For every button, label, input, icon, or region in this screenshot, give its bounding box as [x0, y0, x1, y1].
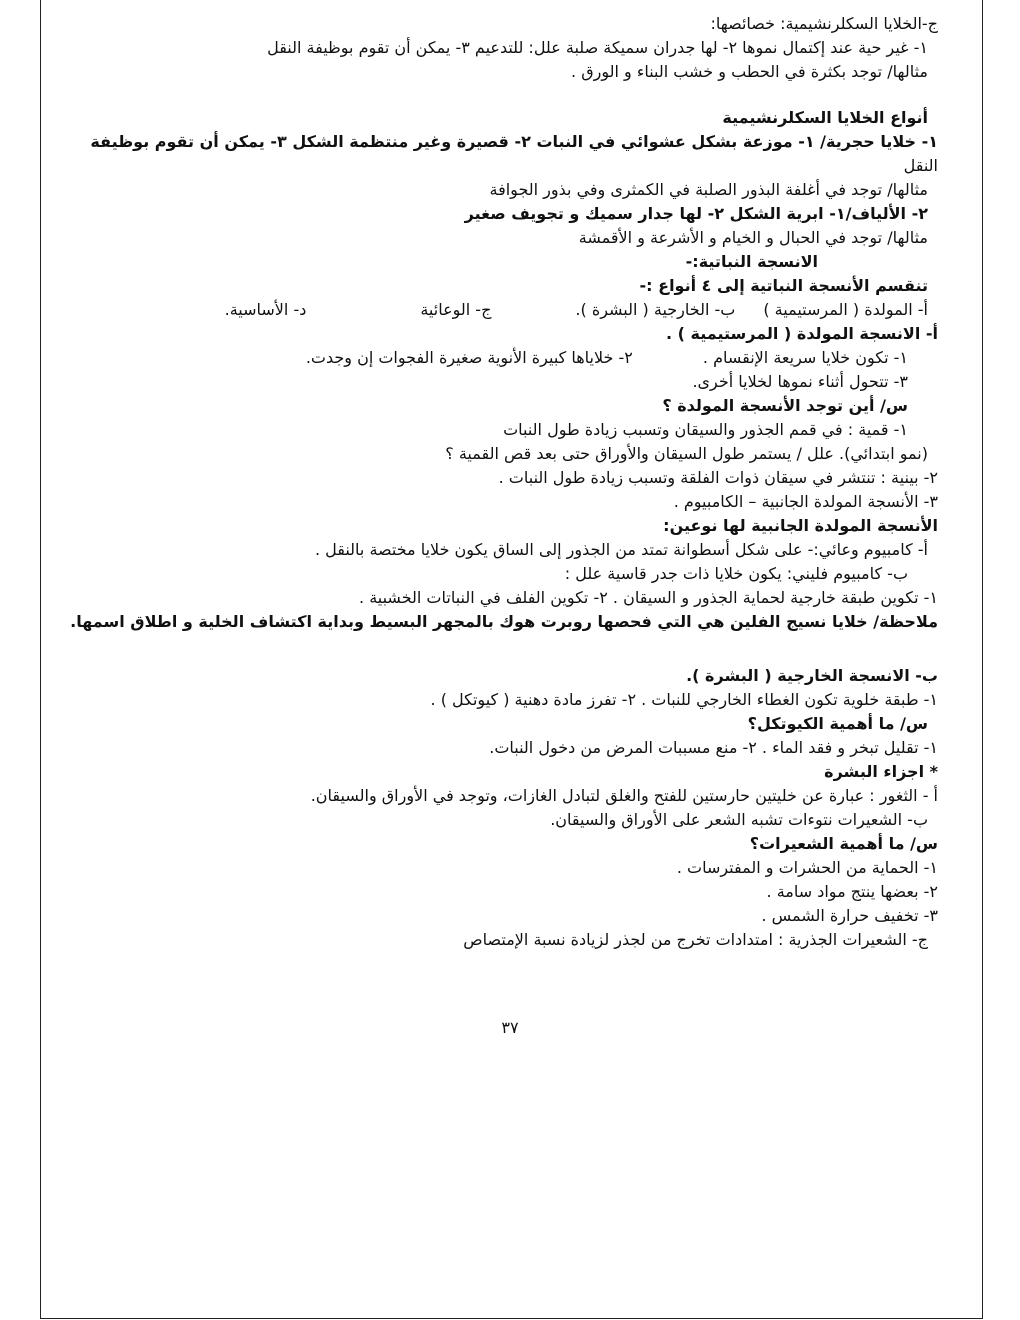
heading-plant-tissues: الانسجة النباتية:- [685, 252, 818, 271]
text-line: ٣- الأنسجة المولدة الجانبية – الكامبيوم . [673, 492, 938, 511]
heading-sclerenchyma-traits: ج-الخلايا السكلرنشيمية: خصائصها: [710, 14, 938, 33]
text-line: النقل [903, 156, 938, 175]
text-line: ٢- بعضها ينتج مواد سامة . [766, 882, 938, 901]
heading-lateral-meristem: الأنسجة المولدة الجانبية لها نوعين: [663, 516, 938, 535]
text-line: ١- خلايا حجرية/ ١- موزعة بشكل عشوائي في النبات ٢- قصيرة وغير منتظمة الشكل ٣- يمكن أن تقوم بوظيفة [90, 132, 938, 151]
text-line: ١- طبقة خلوية تكون الغطاء الخارجي للنبات . ٢- تفرز مادة دهنية ( كيوتكل ) . [430, 690, 938, 709]
text-line: ب- كامبيوم فليني: يكون خلايا ذات جدر قاسية علل : [564, 564, 908, 583]
text-line: ١- الحماية من الحشرات و المفترسات . [676, 858, 938, 877]
text-line: مثالها/ توجد في أغلفة البذور الصلبة في الكمثرى وفي بذور الجوافة [489, 180, 928, 199]
question-meristem-location: س/ أين توجد الأنسجة المولدة ؟ [662, 396, 908, 415]
question-hairs: س/ ما أهمية الشعيرات؟ [749, 834, 938, 853]
tissue-type: ج- الوعائية [420, 300, 492, 319]
text-line: أ- كامبيوم وعائي:- على شكل أسطوانة تمتد من الجذور إلى الساق يكون خلايا مختصة بالنقل . [314, 540, 928, 559]
text-item: ٢- خلاياها كبيرة الأنوية صغيرة الفجوات إن وجدت. [305, 348, 633, 367]
text-line: مثالها/ توجد في الحبال و الخيام و الأشرعة و الأقمشة [578, 228, 928, 247]
tissue-type: ب- الخارجية ( البشرة ). [575, 300, 736, 319]
text-line: ٣- تخفيف حرارة الشمس . [761, 906, 938, 925]
text-line: ب- الشعيرات نتوءات تشبه الشعر على الأوراق والسيقان. [550, 810, 928, 829]
page-number: ٣٧ [501, 1018, 519, 1037]
text-line [78, 346, 938, 370]
text-line: ١- تقليل تبخر و فقد الماء . ٢- منع مسببات المرض من دخول النبات. [489, 738, 938, 757]
text-line: ج- الشعيرات الجذرية : امتدادات تخرج من لجذر لزيادة نسبة الإمتصاص [463, 930, 928, 949]
text-line: ٣- تتحول أثناء نموها لخلايا أخرى. [692, 372, 908, 391]
tissue-type: د- الأساسية. [224, 300, 307, 319]
text-line: ٢- الألياف/١- ابرية الشكل ٢- لها جدار سميك و تجويف صغير [464, 204, 928, 223]
text-line: ١- غير حية عند إكتمال نموها ٢- لها جدران سميكة صلبة علل: للتدعيم ٣- يمكن أن تقوم بوظيفة النقل [267, 38, 928, 57]
tissue-types-row [78, 298, 938, 322]
text-line: ١- قمية : في قمم الجذور والسيقان وتسبب زيادة طول النبات [503, 420, 908, 439]
text-line: (نمو ابتدائي). علل / يستمر طول السيقان والأوراق حتى بعد قص القمية ؟ [445, 444, 928, 463]
text-line: أ - الثغور : عبارة عن خليتين حارستين للفتح والغلق لتبادل الغازات، وتوجد في الأوراق والسيقان. [310, 786, 938, 805]
note-robert-hooke: ملاحظة/ خلايا نسيج الفلين هي التي فحصها روبرت هوك بالمجهر البسيط وبداية اكتشاف الخلية و اطلاق اسمها. [70, 612, 938, 631]
text-line: ١- تكوين طبقة خارجية لحماية الجذور و السيقان . ٢- تكوين الفلف في النباتات الخشبية . [359, 588, 938, 607]
text-line: تنقسم الأنسجة النباتية إلى ٤ أنواع :- [639, 276, 928, 295]
question-cuticle: س/ ما أهمية الكيوتكل؟ [747, 714, 928, 733]
text-line: ٢- بينية : تنتشر في سيقان ذوات الفلقة وتسبب زيادة طول النبات . [498, 468, 938, 487]
document-body [70, 12, 938, 952]
text-item: ١- تكون خلايا سريعة الإنقسام . [702, 348, 908, 367]
heading-meristematic: أ- الانسجة المولدة ( المرستيمية ) . [665, 324, 938, 343]
heading-epidermis-parts: * اجزاء البشرة [824, 762, 938, 781]
heading-sclerenchyma-types: أنواع الخلايا السكلرنشيمية [722, 108, 928, 127]
tissue-type: أ- المولدة ( المرستيمية ) [763, 300, 928, 319]
text-line: مثالها/ توجد بكثرة في الحطب و خشب البناء و الورق . [571, 62, 928, 81]
heading-epidermis: ب- الانسجة الخارجية ( البشرة ). [686, 666, 938, 685]
